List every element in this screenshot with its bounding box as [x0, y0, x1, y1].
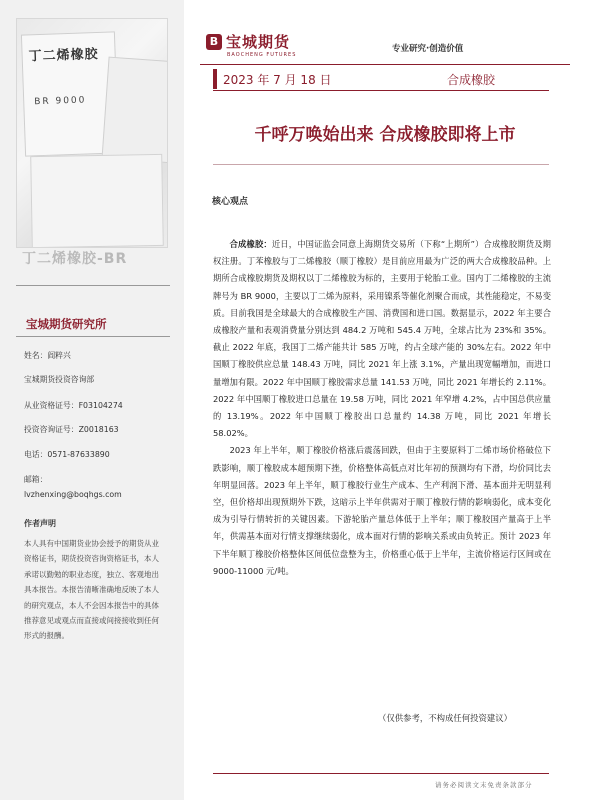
- body-paragraph: [213, 236, 551, 442]
- institute-name: 宝城期货研究所: [26, 317, 107, 331]
- cover-caption: 丁二烯橡胶-BR: [22, 251, 128, 267]
- report-body: [213, 236, 551, 580]
- sidebar-divider: [16, 336, 170, 337]
- report-title: 千呼万唤始出来 合成橡胶即将上市: [254, 125, 516, 145]
- rubber-bag-image: [102, 57, 168, 164]
- footer-divider: [213, 773, 549, 774]
- footer-note: 请务必阅读文末免责条款部分: [435, 781, 533, 789]
- statement-text: 本人具有中国期货业协会授予的期货从业资格证书，期货投资咨询资格证书，本人承诺以勤勉的职业态度，独立、客观地出具本报告。本报告清晰准确地反映了本人的研究观点，本人不会因本报告中的具体推荐意见或观点而直接或间接接收到任何形式的报酬。: [24, 539, 159, 641]
- header-divider: [200, 64, 570, 65]
- section-title: 核心观点: [212, 197, 249, 207]
- slogan: 专业研究·创造价值: [392, 44, 464, 54]
- rubber-bag-image: [30, 154, 164, 248]
- title-divider: [213, 164, 549, 165]
- lead-label: 合成橡胶：: [229, 239, 272, 249]
- product-cover-image: [16, 18, 168, 248]
- analyst-name: 姓名：阎粹兴: [24, 351, 71, 360]
- logo-name: 宝城期货: [226, 33, 291, 51]
- date-bar-divider: [213, 90, 549, 91]
- report-category: 合成橡胶: [447, 73, 496, 87]
- cover-bag-code: BR 9000: [34, 95, 87, 108]
- logo-english: BAOCHENG FUTURES: [227, 52, 297, 58]
- email-label: 邮箱：: [24, 475, 48, 484]
- disclaimer: （仅供参考，不构成任何投资建议）: [378, 713, 512, 723]
- body-paragraph: 2023 年上半年，顺丁橡胶价格涨后震荡回跌，但由于主要原料丁二烯市场价格破位下跌影响，顺丁橡胶成本超预期下挫，价格整体高低点对比年初的预测均有下滑，均价同比去年明显回落。2023 年上半年，顺丁橡胶行业生产成本、生产利润下滑、基本面并无明显利空，但价格却出现预期外下跌，这暗示上半年供需对于顺丁橡胶行情的影响弱化，成本变化成为引导行情转折的关键因素。下游轮胎产量总体低于上半年；顺丁橡胶国产量高于上半年，供需基本面对行情支撑继续弱化，成本面对行情的影响关系或由负转正。预计 2023 年下半年顺丁橡胶价格整体区间低位盘整为主，价格重心低于上半年，主流价格运行区间或在 9000-11000 元/吨。: [213, 445, 551, 576]
- paragraph-text: 近日，中国证监会同意上海期货交易所（下称“上期所”）合成橡胶期货及期权注册。丁苯橡胶与丁二烯橡胶（顺丁橡胶）是目前应用最为广泛的两大合成橡胶品种。上期所合成橡胶期货及期权以丁二烯橡胶为标的，主要用于轮胎工业。国内丁二烯橡胶的主流牌号为 BR 9000，主要以丁二烯为原料，采用镍系等催化剂聚合而成，其性能稳定，不易变质。目前我国是全球最大的合成橡胶生产国、消费国和进口国。数据显示，2022 年主要合成橡胶产量和表观消费量分别达到 484.2 万吨和 545.4 万吨，全球占比为 23%和 35%。截止 2022 年底，我国丁二烯产能共计 585 万吨，约占全球产能的 30%左右。2022 年中国顺丁橡胶供应总量 148.43 万吨，同比 2021 年上涨 3.1%，产量出现宽幅增加，而进口量增加有限。2022 年中国顺丁橡胶需求总量 141.53 万吨，同比 2021 年增长约 2.11%。2022 年中国顺丁橡胶进口总量在 19.58 万吨，同比 2021 年窄增 4.2%，占中国总供应量的 13.19%。2022 年中国顺丁橡胶出口总量约 14.38 万吨，同比 2021 年增长 58.02%。: [213, 239, 551, 439]
- statement-title: 作者声明: [24, 519, 56, 528]
- sidebar-divider: [16, 285, 170, 286]
- phone: 电话：0571-87633890: [24, 450, 110, 459]
- department: 宝城期货投资咨询部: [24, 375, 95, 384]
- cover-bag-label: 丁二烯橡胶: [28, 46, 99, 65]
- consulting-cert-number: 投资咨询证号：Z0018163: [24, 425, 119, 434]
- email-address[interactable]: lvzhenxing@boqhgs.com: [24, 490, 122, 499]
- company-logo-icon: B: [206, 34, 222, 50]
- qualification-number: 从业资格证号：F03104274: [24, 401, 123, 410]
- left-sidebar: [0, 0, 184, 800]
- report-date: 2023 年 7 月 18 日: [223, 73, 332, 87]
